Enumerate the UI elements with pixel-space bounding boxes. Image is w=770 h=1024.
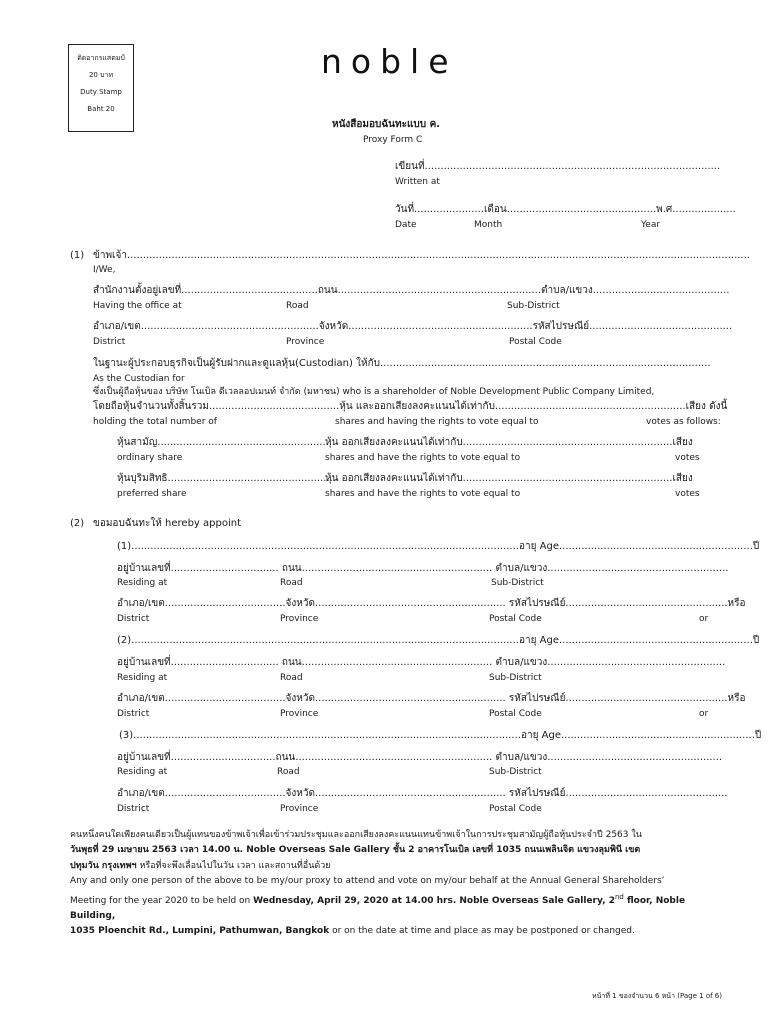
meeting-paragraph-th-line-2: วันพุธที่ 29 เมษายน 2563 เวลา 14.00 น. Noble Overseas Sale Gallery ชั้น 2 อาคารโนเบิล เลขที่ 1035 ถนนเพลินจิต แขวงลุมพินี เขต — [70, 845, 641, 856]
proxy-3-name-age-field[interactable]: (3)..........................................................................................................................อายุ Age.............................................................ปี — [119, 730, 762, 741]
preferred-rights-label: shares and have the rights to vote equal to — [325, 489, 521, 499]
meeting-address-en: 1035 Ploenchit Rd., Lumpini, Pathumwan, Bangkok — [70, 926, 330, 937]
proxy-3-postal-label: Postal Code — [489, 804, 542, 814]
stamp-line-th: ติดอากรแสตมป์ — [77, 54, 125, 62]
form-title-th: หนังสือมอบฉันทะแบบ ค. — [332, 119, 441, 130]
shareholder-statement: ซึ่งเป็นผู้ถือหุ้นของ บริษัท โนเบิล ดีเวลลอปเมนท์ จำกัด (มหาชน) who is a shareholder of Noble Development Public Company Limited, — [93, 387, 655, 397]
meeting-paragraph-th-line-1: คนหนึ่งคนใดเพียงคนเดียวเป็นผู้แทนของข้าพเจ้าเพื่อเข้าร่วมประชุมและออกเสียงลงคะแนนแทนข้าพเจ้าในการประชุมสามัญผู้ถือหุ้นประจำปี 2563 ใน — [70, 830, 642, 840]
shareholder-name-field[interactable]: ข้าพเจ้า.................................................................................................................................................................................................... — [93, 250, 750, 261]
proxy-1-postal-label: Postal Code — [489, 614, 542, 624]
preferred-share-field[interactable]: หุ้นบุริมสิทธิ..................................................... — [117, 473, 337, 484]
district-province-postal-field[interactable]: อำเภอ/เขต........................................................จังหวัด..........................................................รหัสไปรษณีย์............................................. — [93, 321, 733, 332]
meeting-paragraph-en-line-2 — [70, 890, 720, 925]
appoint-heading: ขอมอบฉันทะให้ hereby appoint — [93, 518, 242, 529]
proxy-2-district-label: District — [117, 709, 150, 719]
proxy-2-province-label: Province — [280, 709, 319, 719]
shareholder-name-label: I/We, — [93, 265, 116, 275]
noble-logo: noble — [321, 42, 458, 81]
holding-label: holding the total number of — [93, 417, 217, 427]
proxy-3-road-label: Road — [277, 767, 300, 777]
stamp-line-baht-th: 20 บาท — [88, 71, 114, 79]
meeting-datetime-en: Wednesday, April 29, 2020 at 14.00 hrs. Noble Overseas Sale Gallery, 2 — [253, 895, 615, 906]
proxy-2-or-label: or — [699, 709, 709, 719]
stamp-line-baht-en: Baht 20 — [87, 105, 115, 113]
proxy-1-province-label: Province — [280, 614, 319, 624]
province-label: Province — [286, 337, 325, 347]
proxy-3-address-field[interactable]: อยู่บ้านเลขที่.................................ถนน.............................................................. ตำบล/แขวง....................................................... — [117, 752, 723, 763]
road-label: Road — [286, 301, 309, 311]
year-label: Year — [641, 220, 661, 230]
proxy-2-residing-label: Residing at — [117, 673, 168, 683]
section-1-number: (1) — [70, 250, 85, 261]
proxy-1-district-field[interactable]: อำเภอ/เขต......................................จังหวัด............................................................ รหัสไปรษณีย์...................................................หรือ — [117, 598, 746, 609]
ordinary-votes-field[interactable]: หุ้น ออกเสียงลงคะแนนได้เท่ากับ..................................................................เสียง — [325, 437, 693, 448]
proxy-1-name-age-field[interactable]: (1)..........................................................................................................................อายุ Age.............................................................ปี — [117, 541, 760, 552]
meeting-postpone-en: or on the date at time and place as may be postponed or changed. — [329, 926, 635, 937]
ordinary-share-label: ordinary share — [117, 453, 183, 463]
stamp-line-en: Duty Stamp — [80, 88, 122, 96]
proxy-3-district-label: District — [117, 804, 150, 814]
proxy-3-subdistrict-label: Sub-District — [489, 767, 542, 777]
date-label: Date — [395, 220, 417, 230]
proxy-1-district-label: District — [117, 614, 150, 624]
proxy-1-address-field[interactable]: อยู่บ้านเลขที่.................................. ถนน............................................................ ตำบล/แขวง......................................................... — [117, 563, 729, 574]
district-label: District — [93, 337, 126, 347]
proxy-3-district-field[interactable]: อำเภอ/เขต......................................จังหวัด............................................................ รหัสไปรษณีย์................................................... — [117, 788, 728, 799]
proxy-2-postal-label: Postal Code — [489, 709, 542, 719]
date-field[interactable]: วันที่......................เดือน...............................................พ.ศ.................... — [395, 204, 736, 215]
proxy-1-residing-label: Residing at — [117, 578, 168, 588]
ordinary-share-field[interactable]: หุ้นสามัญ........................................................ — [117, 437, 336, 448]
office-address-field[interactable]: สำนักงานตั้งอยู่เลขที่...........................................ถนน................................................................ตำบล/แขวง........................................... — [93, 285, 730, 296]
proxy-3-residing-label: Residing at — [117, 767, 168, 777]
preferred-share-label: preferred share — [117, 489, 187, 499]
custodian-label: As the Custodian for — [93, 374, 185, 384]
preferred-votes-label: votes — [675, 489, 700, 499]
written-at-field[interactable]: เขียนที่............................................................................................. — [395, 161, 721, 172]
proxy-2-district-field[interactable]: อำเภอ/เขต......................................จังหวัด............................................................ รหัสไปรษณีย์...................................................หรือ — [117, 693, 746, 704]
page-number: หน้าที่ 1 ของจำนวน 6 หน้า (Page 1 of 6) — [592, 992, 722, 1000]
ordinary-rights-label: shares and have the rights to vote equal to — [325, 453, 521, 463]
month-label: Month — [474, 220, 503, 230]
section-2-number: (2) — [70, 518, 85, 529]
proxy-2-road-label: Road — [280, 673, 303, 683]
meeting-paragraph — [70, 828, 720, 940]
meeting-location-th: ปทุมวัน กรุงเทพฯ — [70, 860, 137, 871]
office-label: Having the office at — [93, 301, 182, 311]
custodian-field[interactable]: ในฐานะผู้ประกอบธุรกิจเป็นผู้รับฝากและดูแลหุ้น(Custodian) ให้กับ........................................................................................................ — [93, 358, 711, 369]
meeting-intro-en: Meeting for the year 2020 to be held on — [70, 895, 254, 906]
floor-suffix: nd — [614, 892, 624, 901]
proxy-2-subdistrict-label: Sub-District — [489, 673, 542, 683]
proxy-1-subdistrict-label: Sub-District — [491, 578, 544, 588]
holding-field[interactable]: โดยถือหุ้นจำนวนทั้งสิ้นรวม.........................................หุ้น และออกเสียงลงคะแนนได้เท่ากับ............................................................เสียง ดังนี้ — [93, 401, 728, 412]
shares-rights-label: shares and having the rights to vote equal to — [335, 417, 539, 427]
proxy-1-or-label: or — [699, 614, 709, 624]
subdistrict-label: Sub-District — [507, 301, 560, 311]
form-title-en: Proxy Form C — [363, 135, 423, 145]
proxy-3-province-label: Province — [280, 804, 319, 814]
votes-follows-label: votes as follows: — [646, 417, 721, 427]
meeting-paragraph-en-line-3 — [70, 924, 720, 939]
proxy-2-name-age-field[interactable]: (2)..........................................................................................................................อายุ Age.............................................................ปี — [117, 635, 760, 646]
meeting-postpone-th: หรือที่จะพึงเลื่อนไปในวัน เวลา และสถานที่อื่นด้วย — [136, 860, 331, 871]
meeting-paragraph-th-line-3 — [70, 859, 720, 874]
postal-code-label: Postal Code — [509, 337, 562, 347]
meeting-paragraph-en-line-1: Any and only one person of the above to be my/our proxy to attend and vote on my/our behalf at the Annual General Shareholders’ — [70, 876, 665, 887]
meeting-building-en: floor, Noble Building, — [70, 895, 686, 922]
preferred-votes-field[interactable]: หุ้น ออกเสียงลงคะแนนได้เท่ากับ..................................................................เสียง — [325, 473, 693, 484]
proxy-1-road-label: Road — [280, 578, 303, 588]
proxy-2-address-field[interactable]: อยู่บ้านเลขที่.................................. ถนน............................................................ ตำบล/แขวง........................................................ — [117, 657, 726, 668]
written-at-label: Written at — [395, 177, 440, 187]
ordinary-votes-label: votes — [675, 453, 700, 463]
duty-stamp-box — [68, 44, 134, 132]
